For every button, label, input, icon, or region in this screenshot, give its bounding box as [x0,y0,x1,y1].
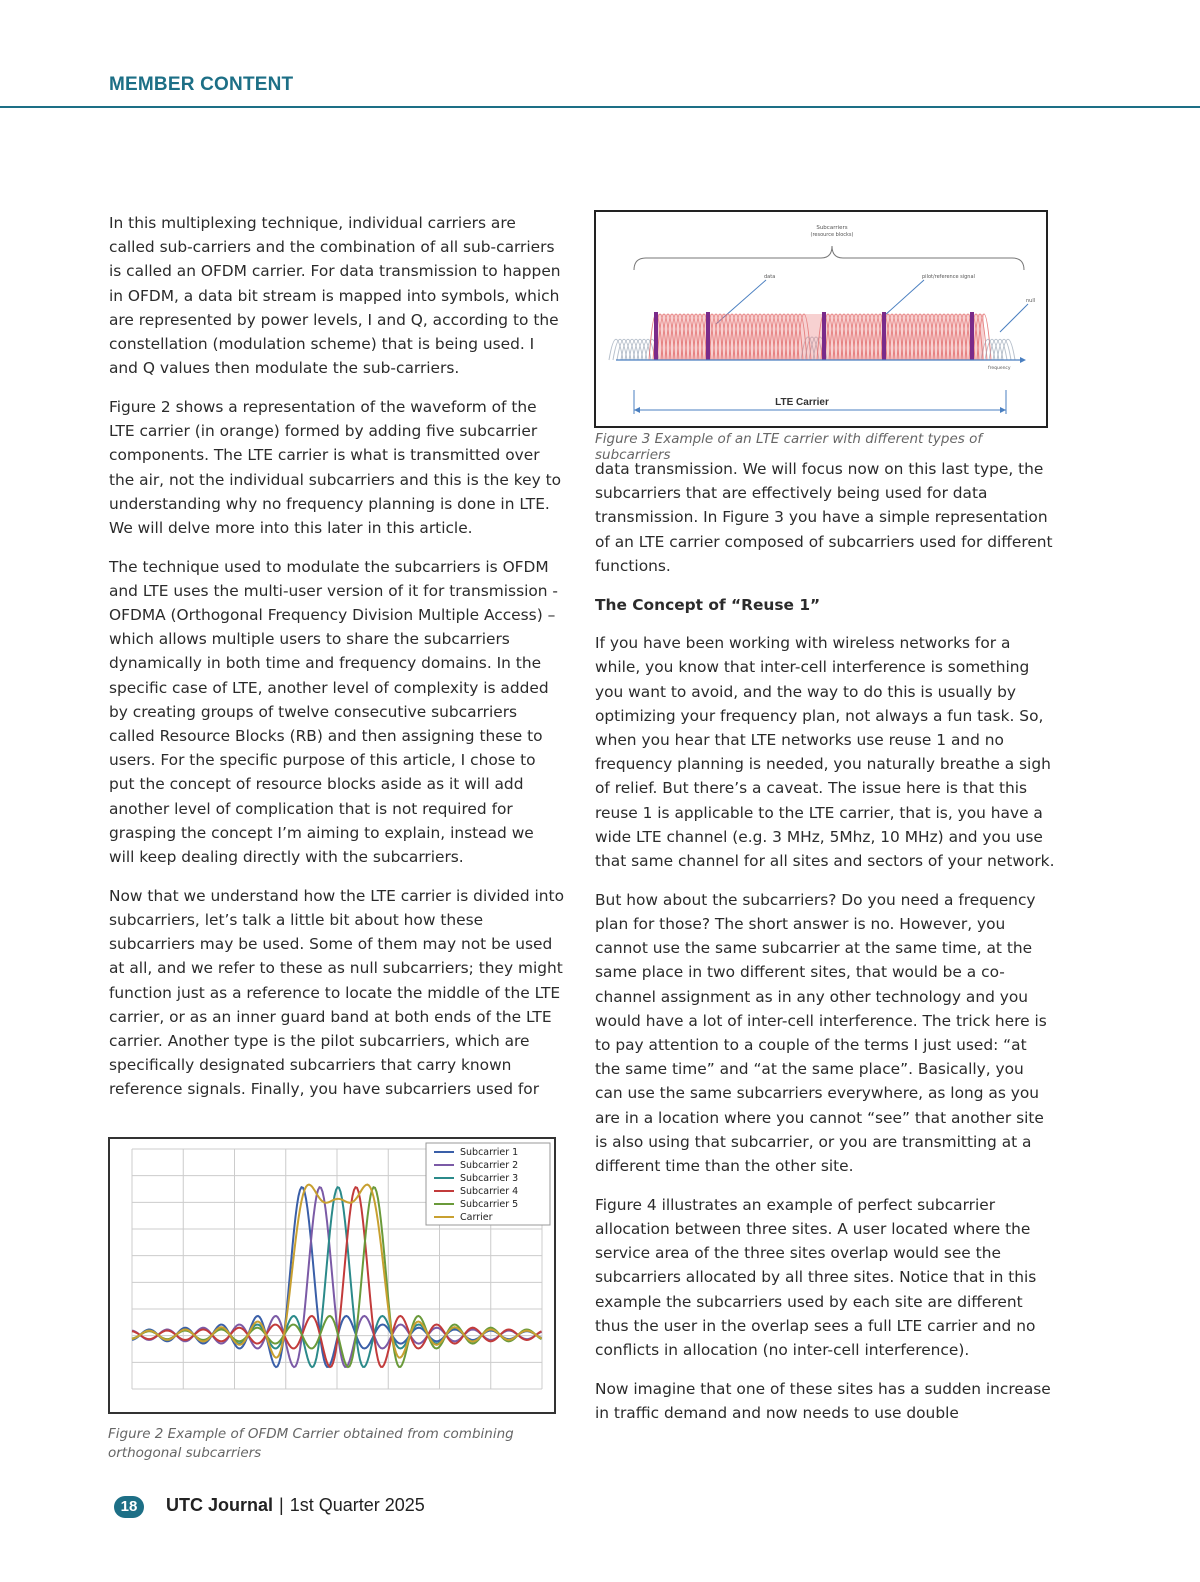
lte-carrier-diagram [596,212,1046,426]
section-label: MEMBER CONTENT [109,74,294,95]
frequency-arrow-icon [1020,357,1026,363]
journal-issue: 1st Quarter 2025 [289,1495,425,1515]
pilot-subcarrier [822,312,826,360]
pilot-subcarrier [882,312,886,360]
paragraph: The technique used to modulate the subcarriers is OFDM and LTE uses the multi-user version of it for transmission - OFDMA (Orthogonal Frequency Division Multiple Access) – which allows multiple users to share the subcarriers dynamically in both time and frequency domains. In the specific case of LTE, another level of complexity is added by creating groups of twelve consecutive subcarriers called Resource Blocks (RB) and then assigning these to users. For the specific purpose of this article, I chose to put the concept of resource blocks aside as it will add another level of complication that is not required for grasping the concept I’m aiming to explain, instead we will keep dealing directly with the subcarriers. [109,557,558,867]
carrier-band [656,314,984,360]
figure-2 [108,1137,556,1414]
pilot-subcarrier [706,312,710,360]
pilot-pointer [884,280,924,316]
footer-separator: | [279,1495,284,1515]
figure-3-caption: Figure 3 Example of an LTE carrier with different types of subcarriers [595,431,983,463]
frequency-label: frequency [988,366,1011,371]
arrow-right-icon [1000,407,1006,413]
legend-label: Carrier [460,1212,493,1223]
journal-info [166,1495,425,1516]
legend-label: Subcarrier 1 [460,1147,519,1158]
null-pointer [1000,304,1028,332]
paragraph: If you have been working with wireless networks for a while, you know that inter-cell interference is something you want to avoid, and the way to do this is usually by optimizing your frequency plan, not always a fun task. So, when you hear that LTE networks use reuse 1 and no frequency planning is needed, you naturally breathe a sigh of relief. But there’s a caveat. The issue here is that this reuse 1 is applicable to the LTE carrier, that is, you have a wide LTE channel (e.g. 3 MHz, 5Mhz, 10 MHz) and you use that same channel for all sites and sectors of your network. [595,634,1055,871]
paragraph: But how about the subcarriers? Do you need a frequency plan for those? The short answer is no. However, you cannot use the same subcarrier at the same time, at the same place in two different sites, that would be a co-channel assignment as in any other technology and you would have a lot of inter-cell interference. The trick here is to pay attention to a couple of the terms I just used: “at the same time” and “at the same place”. Basically, you can use the same subcarriers everywhere, as long as you are in a location where you cannot “see” that another site is also using that subcarrier, or you are transmitting at a different time than the other site. [595,890,1047,1175]
pilot-subcarrier [970,312,974,360]
paragraph: Now that we understand how the LTE carrier is divided into subcarriers, let’s talk a little bit about how these subcarriers may be used. Some of them may not be used at all, and we refer to these as null subcarriers; they might function just as a reference to locate the middle of the LTE carrier, or as an inner guard band at both ends of the LTE carrier. Another type is the pilot subcarriers, which are specifically designated subcarriers that carry known reference signals. Finally, you have subcarriers used for [109,886,564,1099]
subcarriers-brace [634,246,1024,270]
subcarrier-spectrum [609,312,1015,360]
subcarriers-label: Subcarriers [816,225,848,231]
figure-3 [594,210,1048,428]
data-label: data [764,274,776,280]
paragraph: Figure 4 illustrates an example of perfect subcarrier allocation between three sites. A user located where the service area of the three sites overlap would see the subcarriers allocated by all three sites. Notice that in this example the subcarriers used by each site are different thus the user in the overlap sees a full LTE carrier and no conflicts in allocation (no inter-cell interference). [595,1195,1037,1359]
paragraph: data transmission. We will focus now on this last type, the subcarriers that are effectively being used for data transmission. In Figure 3 you have a simple representation of an LTE carrier composed of subcarriers used for different functions. [595,460,1053,575]
header-divider [0,106,1200,108]
journal-name: UTC Journal [166,1495,274,1515]
null-label: null [1026,298,1036,304]
lte-carrier-label: LTE Carrier [775,397,829,408]
ofdm-waveform-chart [110,1139,554,1412]
section-heading: The Concept of “Reuse 1” [595,595,821,614]
left-column [109,211,564,1116]
legend-label: Subcarrier 3 [460,1173,519,1184]
legend-label: Subcarrier 4 [460,1186,519,1197]
arrow-left-icon [634,407,640,413]
paragraph: Figure 2 shows a representation of the waveform of the LTE carrier (in orange) formed by adding five subcarrier components. The LTE carrier is what is transmitted over the air, not the individual subcarriers and this is the key to understanding why no frequency planning is done in LTE. We will delve more into this later in this article. [109,397,562,537]
legend-label: Subcarrier 2 [460,1160,519,1171]
page-number: 18 [114,1496,144,1518]
pilot-label: pilot/reference signal [922,274,975,280]
paragraph: Now imagine that one of these sites has a sudden increase in traffic demand and now needs to use double [595,1379,1051,1422]
paragraph: In this multiplexing technique, individual carriers are called sub-carriers and the combination of all sub-carriers is called an OFDM carrier. For data transmission to happen in OFDM, a data bit stream is mapped into symbols, which are represented by power levels, I and Q, according to the constellation (modulation scheme) that is being used. I and Q values then modulate the sub-carriers. [109,214,561,378]
pilot-subcarrier [654,312,658,360]
figure-2-caption: Figure 2 Example of OFDM Carrier obtained from combining orthogonal subcarriers [108,1426,514,1461]
resource-blocks-label: (resource blocks) [810,232,854,238]
legend-label: Subcarrier 5 [460,1199,519,1210]
right-column [595,457,1055,1440]
